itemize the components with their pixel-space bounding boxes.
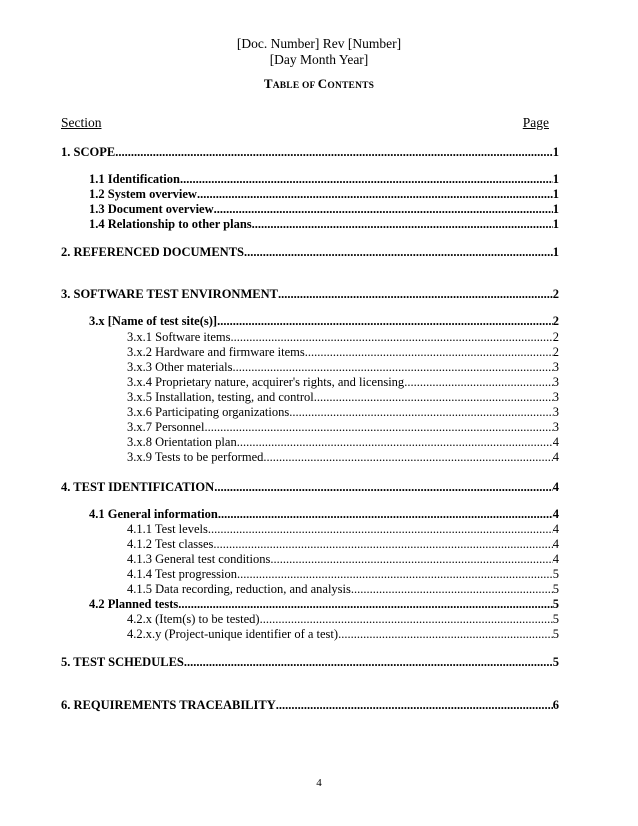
toc-entry-page: 4 [552, 552, 559, 566]
toc-entry-general-test-conditions[interactable] [127, 552, 559, 567]
toc-entry-label: 3.x.1 Software items [127, 330, 231, 344]
toc-entry-label: 4. TEST IDENTIFICATION [61, 480, 215, 494]
toc-entry-label: 4.1.1 Test levels [127, 522, 208, 536]
toc-entry-page: 4 [552, 450, 559, 464]
toc-entry-proprietary-nature[interactable] [127, 375, 559, 390]
toc-entry-label: 4.1.3 General test conditions [127, 552, 271, 566]
toc-entry-label: 6. REQUIREMENTS TRACEABILITY [61, 698, 276, 712]
toc-entry-relationship[interactable] [89, 217, 559, 232]
toc-entry-page: 1 [552, 145, 559, 159]
toc-entry-label: 3.x.7 Personnel [127, 420, 205, 434]
toc-entry-project-unique-identifier[interactable] [127, 627, 559, 642]
toc-entry-software-test-environment[interactable] [61, 287, 559, 302]
dot-leader [237, 435, 553, 450]
toc-entry-page: 5 [552, 582, 559, 596]
dot-leader [305, 345, 553, 360]
dot-leader [180, 172, 553, 187]
dot-leader [244, 245, 553, 260]
dot-leader [233, 360, 553, 375]
dot-leader [217, 314, 553, 329]
toc-entry-items-to-be-tested[interactable] [127, 612, 559, 627]
toc-entry-label: 1.3 Document overview [89, 202, 214, 216]
toc-entry-orientation-plan[interactable] [127, 435, 559, 450]
dot-leader [278, 287, 553, 302]
dot-leader [289, 405, 553, 420]
toc-entry-test-classes[interactable] [127, 537, 559, 552]
toc-entry-label: 3. SOFTWARE TEST ENVIRONMENT [61, 287, 278, 301]
toc-entry-page: 2 [552, 345, 559, 359]
toc-entry-general-information[interactable] [89, 507, 559, 522]
toc-entry-personnel[interactable] [127, 420, 559, 435]
toc-entry-test-progression[interactable] [127, 567, 559, 582]
toc-entry-data-recording[interactable] [127, 582, 559, 597]
toc-entry-label: 3.x [Name of test site(s)] [89, 314, 218, 328]
toc-entry-identification[interactable] [89, 172, 559, 187]
toc-entry-page: 4 [552, 507, 559, 521]
toc-entry-requirements-traceability[interactable] [61, 698, 559, 713]
toc-title-cap-2: C [317, 76, 328, 91]
toc-title-small-1: ABLE OF [272, 81, 318, 91]
dot-leader [276, 698, 553, 713]
toc-entry-label: 3.x.2 Hardware and firmware items [127, 345, 305, 359]
toc-entry-label: 4.2.x (Item(s) to be tested) [127, 612, 260, 626]
toc-entry-system-overview[interactable] [89, 187, 559, 202]
toc-entry-label: 1.4 Relationship to other plans [89, 217, 252, 231]
toc-entry-label: 3.x.9 Tests to be performed [127, 450, 264, 464]
toc-entry-label: 4.1 General information [89, 507, 218, 521]
dot-leader [214, 202, 553, 217]
toc-entry-installation[interactable] [127, 390, 559, 405]
toc-entry-page: 3 [552, 405, 559, 419]
toc-entry-page: 3 [552, 390, 559, 404]
page-column-header: Page [522, 115, 549, 130]
dot-leader [314, 390, 553, 405]
dot-leader [184, 655, 553, 670]
toc-entry-label: 4.2.x.y (Project-unique identifier of a test) [127, 627, 339, 641]
dot-leader [208, 522, 553, 537]
toc-entry-page: 1 [552, 172, 559, 186]
toc-entry-planned-tests[interactable] [89, 597, 559, 612]
dot-leader [178, 597, 553, 612]
dot-leader [204, 420, 552, 435]
toc-entry-label: 4.1.2 Test classes [127, 537, 214, 551]
dot-leader [404, 375, 553, 390]
toc-entry-hardware-firmware[interactable] [127, 345, 559, 360]
toc-entry-page: 5 [552, 597, 559, 611]
toc-entry-label: 3.x.8 Orientation plan [127, 435, 237, 449]
toc-entry-page: 1 [552, 187, 559, 201]
section-column-header: Section [61, 115, 102, 130]
toc-title [0, 76, 638, 92]
toc-entry-document-overview[interactable] [89, 202, 559, 217]
toc-entry-page: 4 [552, 522, 559, 536]
toc-entry-software-items[interactable] [127, 330, 559, 345]
toc-entry-test-identification[interactable] [61, 480, 559, 495]
dot-leader [351, 582, 553, 597]
toc-entry-page: 2 [552, 287, 559, 301]
doc-number-line: [Doc. Number] Rev [Number] [236, 36, 402, 51]
toc-entry-page: 4 [552, 480, 559, 494]
toc-entry-label: 3.x.6 Participating organizations [127, 405, 290, 419]
toc-entry-label: 1.2 System overview [89, 187, 197, 201]
dot-leader [214, 480, 553, 495]
dot-leader [252, 217, 553, 232]
dot-leader [270, 552, 552, 567]
toc-entry-page: 4 [552, 435, 559, 449]
dot-leader [230, 330, 552, 345]
dot-leader [237, 567, 553, 582]
toc-entry-page: 1 [552, 217, 559, 231]
toc-entry-page: 5 [552, 612, 559, 626]
toc-entry-page: 4 [552, 537, 559, 551]
toc-entry-label: 1.1 Identification [89, 172, 180, 186]
dot-leader [263, 450, 552, 465]
toc-entry-page: 1 [552, 245, 559, 259]
page-number: 4 [316, 777, 322, 789]
toc-title-cap-1: T [263, 76, 273, 91]
toc-entry-label: 4.1.4 Test progression [127, 567, 237, 581]
toc-entry-label: 4.1.5 Data recording, reduction, and analysis [127, 582, 351, 596]
toc-title-small-2: ONTENTS [327, 81, 375, 91]
date-line: [Day Month Year] [269, 52, 369, 67]
toc-entry-label: 3.x.3 Other materials [127, 360, 233, 374]
toc-entry-page: 2 [552, 314, 559, 328]
dot-leader [218, 507, 553, 522]
toc-entry-page: 3 [552, 420, 559, 434]
dot-leader [115, 145, 553, 160]
toc-entry-page: 5 [552, 567, 559, 581]
toc-entry-test-schedules[interactable] [61, 655, 559, 670]
toc-entry-label: 1. SCOPE [61, 145, 116, 159]
dot-leader [260, 612, 553, 627]
toc-entry-page: 2 [552, 330, 559, 344]
dot-leader [197, 187, 553, 202]
toc-entry-referenced-documents[interactable] [61, 245, 559, 260]
toc-entry-test-site[interactable] [89, 314, 559, 329]
dot-leader [213, 537, 552, 552]
toc-entry-page: 3 [552, 360, 559, 374]
toc-entry-label: 3.x.4 Proprietary nature, acquirer's rights, and licensing [127, 375, 405, 389]
toc-entry-page: 1 [552, 202, 559, 216]
toc-entry-participating-organizations[interactable] [127, 405, 559, 420]
dot-leader [338, 627, 553, 642]
toc-entry-scope[interactable] [61, 145, 559, 160]
toc-entry-page: 5 [552, 655, 559, 669]
toc-entry-label: 2. REFERENCED DOCUMENTS [61, 245, 245, 259]
document-header [0, 36, 638, 68]
toc-entry-test-levels[interactable] [127, 522, 559, 537]
toc-entry-other-materials[interactable] [127, 360, 559, 375]
toc-entry-page: 3 [552, 375, 559, 389]
toc-entry-page: 5 [552, 627, 559, 641]
toc-entry-label: 3.x.5 Installation, testing, and control [127, 390, 314, 404]
toc-entry-label: 4.2 Planned tests [89, 597, 179, 611]
toc-entry-tests-to-be-performed[interactable] [127, 450, 559, 465]
toc-entry-page: 6 [552, 698, 559, 712]
toc-entry-label: 5. TEST SCHEDULES [61, 655, 184, 669]
